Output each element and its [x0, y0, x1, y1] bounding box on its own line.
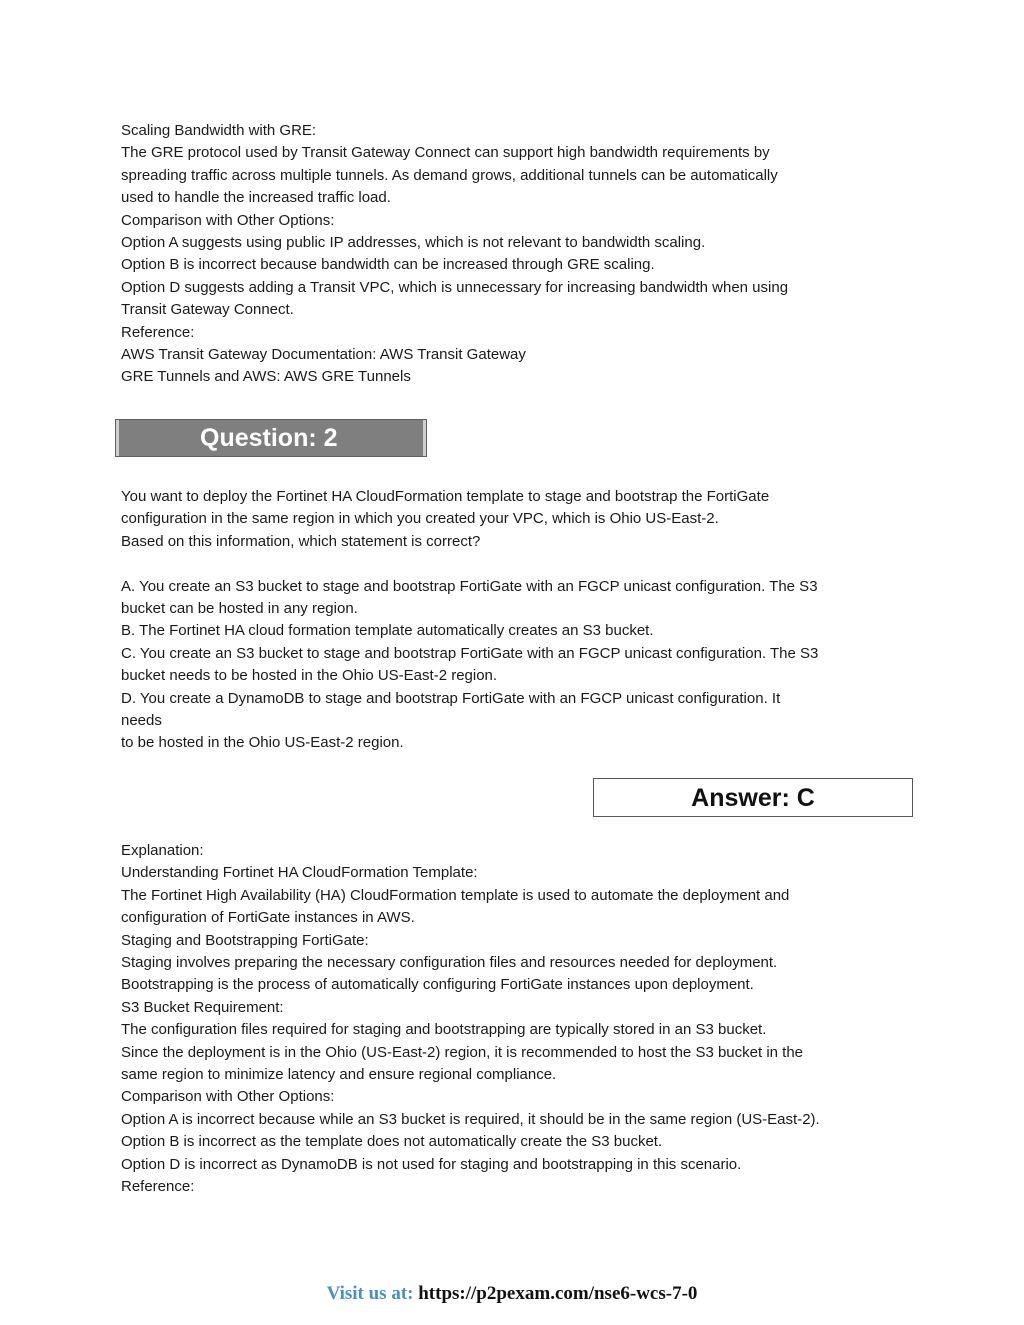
spacer	[121, 553, 911, 575]
text-line: Scaling Bandwidth with GRE:	[121, 122, 317, 139]
option-line: B. The Fortinet HA cloud formation template automatically creates an S3 bucket.	[121, 622, 654, 640]
page-footer	[0, 1282, 1024, 1306]
explanation-line: Comparison with Other Options:	[121, 1088, 335, 1106]
text-line: The GRE protocol used by Transit Gateway Connect can support high bandwidth requirements by	[121, 144, 770, 162]
option-line: needs	[121, 712, 162, 730]
explanation-line: The Fortinet High Availability (HA) CloudFormation template is used to automate the deployment and	[121, 886, 790, 904]
explanation-line: The configuration files required for staging and bootstrapping are typically stored in an S3 bucket.	[121, 1021, 767, 1039]
option-line: D. You create a DynamoDB to stage and bootstrap FortiGate with an FGCP unicast configuration. It	[121, 689, 781, 707]
explanation-line: Bootstrapping is the process of automatically configuring FortiGate instances upon deployment.	[121, 976, 754, 994]
explanation-line: Staging involves preparing the necessary configuration files and resources needed for deployment.	[121, 954, 778, 972]
question-heading-banner	[115, 419, 427, 457]
text-line: Comparison with Other Options:	[121, 211, 335, 229]
question-stem-line: You want to deploy the Fortinet HA CloudFormation template to stage and bootstrap the FortiGate	[121, 488, 770, 505]
option-line: bucket needs to be hosted in the Ohio US-East-2 region.	[121, 667, 498, 685]
text-line: used to handle the increased traffic load.	[121, 189, 391, 207]
text-line: GRE Tunnels and AWS: AWS GRE Tunnels	[121, 368, 411, 386]
text-line: Reference:	[121, 323, 195, 341]
explanation-line: Reference:	[121, 1178, 195, 1196]
text-line: Option A suggests using public IP addresses, which is not relevant to bandwidth scaling.	[121, 234, 706, 252]
text-line: Option D suggests adding a Transit VPC, which is unnecessary for increasing bandwidth when using	[121, 278, 789, 296]
text-line: AWS Transit Gateway Documentation: AWS Transit Gateway	[121, 346, 526, 364]
option-line: bucket can be hosted in any region.	[121, 600, 358, 618]
explanation-line: Option A is incorrect because while an S3 bucket is required, it should be in the same region (US-East-2).	[121, 1110, 820, 1128]
previous-answer-explanation	[121, 120, 911, 389]
explanation-line: Explanation:	[121, 842, 204, 859]
question-stem-line: Based on this information, which statement is correct?	[121, 532, 481, 550]
text-line: spreading traffic across multiple tunnels. As demand grows, additional tunnels can be automatically	[121, 166, 778, 184]
option-line: A. You create an S3 bucket to stage and bootstrap FortiGate with an FGCP unicast configuration. The S3	[121, 577, 818, 595]
explanation-line: S3 Bucket Requirement:	[121, 998, 284, 1016]
option-line: to be hosted in the Ohio US-East-2 region.	[121, 734, 404, 752]
answer-box	[593, 778, 913, 817]
text-line: Option B is incorrect because bandwidth can be increased through GRE scaling.	[121, 256, 655, 274]
explanation-line: same region to minimize latency and ensure regional compliance.	[121, 1066, 557, 1084]
explanation-line: configuration of FortiGate instances in AWS.	[121, 909, 415, 927]
explanation-line: Staging and Bootstrapping FortiGate:	[121, 931, 369, 949]
question-stem-line: configuration in the same region in which you created your VPC, which is Ohio US-East-2.	[121, 510, 719, 528]
footer-label: Visit us at:	[326, 1283, 414, 1304]
answer-label: Answer: C	[691, 784, 815, 812]
footer-link[interactable]: https://p2pexam.com/nse6-wcs-7-0	[418, 1283, 698, 1304]
explanation-body	[121, 840, 911, 1199]
question-body	[121, 486, 911, 755]
explanation-line: Understanding Fortinet HA CloudFormation Template:	[121, 864, 478, 882]
explanation-line: Since the deployment is in the Ohio (US-East-2) region, it is recommended to host the S3 bucket in the	[121, 1043, 804, 1061]
option-line: C. You create an S3 bucket to stage and bootstrap FortiGate with an FGCP unicast configuration. The S3	[121, 644, 819, 662]
text-line: Transit Gateway Connect.	[121, 301, 294, 319]
question-heading: Question: 2	[200, 424, 338, 452]
explanation-line: Option D is incorrect as DynamoDB is not used for staging and bootstrapping in this scenario.	[121, 1155, 742, 1173]
explanation-line: Option B is incorrect as the template does not automatically create the S3 bucket.	[121, 1133, 663, 1151]
